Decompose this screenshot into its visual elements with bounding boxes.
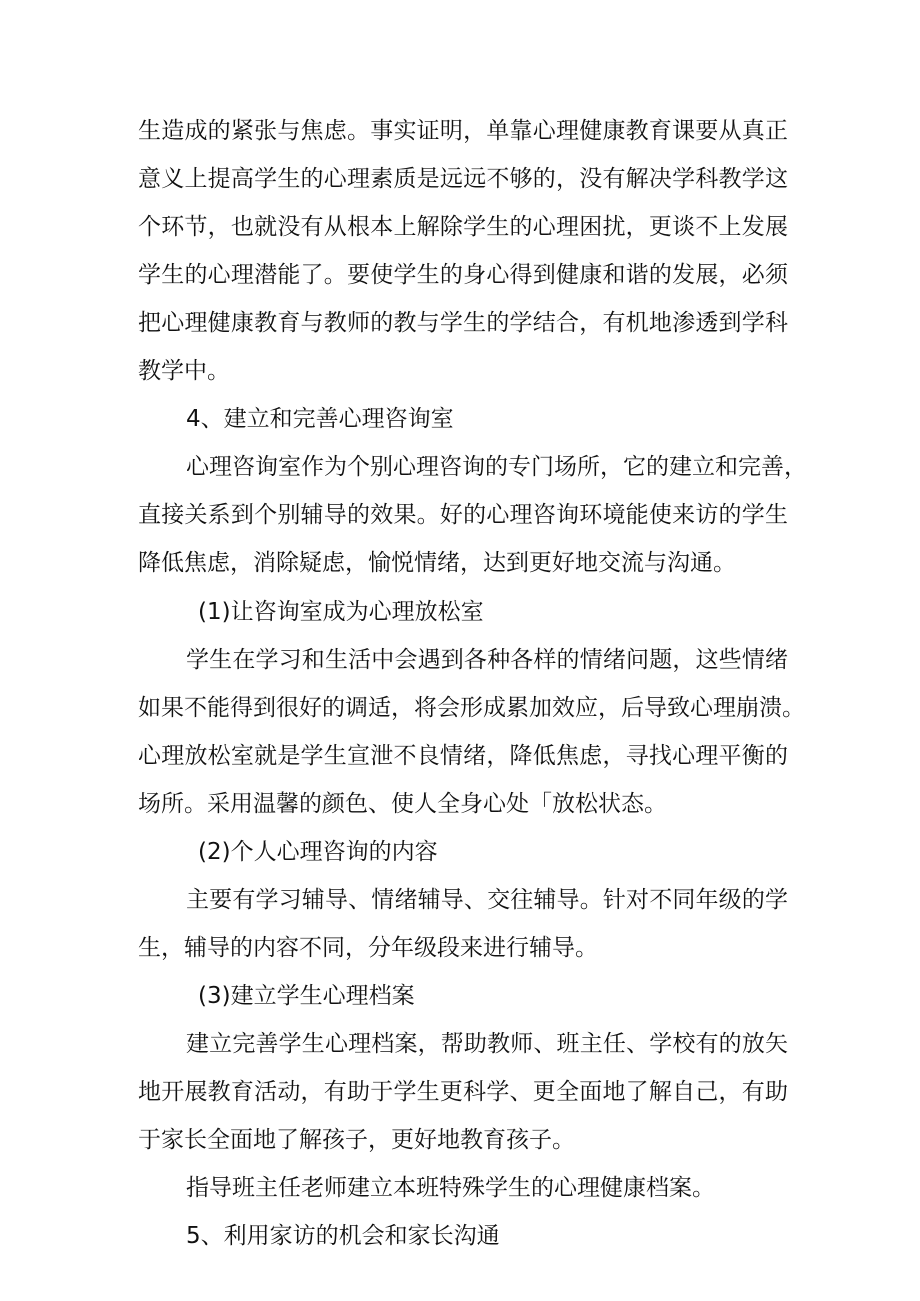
paragraph-line-12: 心理放松室就是学生宣泄不良情绪，降低焦虑，寻找心理平衡的 bbox=[138, 743, 788, 769]
paragraph-line-10: 学生在学习和生活中会遇到各种各样的情绪问题，这些情绪 bbox=[186, 647, 788, 673]
paragraph-line-1: 生造成的紧张与焦虑。事实证明，单靠心理健康教育课要从真正 bbox=[138, 118, 788, 144]
paragraph-line-5: 把心理健康教育与教师的教与学生的学结合，有机地渗透到学科 bbox=[138, 310, 788, 336]
section-heading-4: 4、建立和完善心理咨询室 bbox=[186, 406, 454, 432]
paragraph-line-14: 主要有学习辅导、情绪辅导、交往辅导。针对不同年级的学 bbox=[186, 887, 788, 913]
section-heading-5: 5、利用家访的机会和家长沟通 bbox=[186, 1223, 500, 1249]
paragraph-line-11: 如果不能得到很好的调适，将会形成累加效应，后导致心理崩溃。 bbox=[138, 695, 805, 721]
paragraph-line-4: 学生的心理潜能了。要使学生的身心得到健康和谐的发展，必须 bbox=[138, 262, 788, 288]
paragraph-line-7: 心理咨询室作为个别心理咨询的专门场所，它的建立和完善， bbox=[186, 454, 807, 480]
paragraph-line-6: 教学中。 bbox=[138, 358, 230, 384]
paragraph-line-2: 意义上提高学生的心理素质是远远不够的，没有解决学科教学这 bbox=[138, 166, 788, 192]
subheading-1: (1)让咨询室成为心理放松室 bbox=[198, 599, 484, 625]
subheading-3: (3)建立学生心理档案 bbox=[198, 983, 415, 1009]
paragraph-line-15: 生，辅导的内容不同，分年级段来进行辅导。 bbox=[138, 935, 598, 961]
paragraph-line-19: 指导班主任老师建立本班特殊学生的心理健康档案。 bbox=[186, 1175, 715, 1201]
paragraph-line-3: 个环节，也就没有从根本上解除学生的心理困扰，更谈不上发展 bbox=[138, 214, 788, 240]
paragraph-line-9: 降低焦虑，消除疑虑，愉悦情绪，达到更好地交流与沟通。 bbox=[138, 550, 736, 576]
paragraph-line-17: 地开展教育活动，有助于学生更科学、更全面地了解自己，有助 bbox=[138, 1079, 788, 1105]
paragraph-line-8: 直接关系到个别辅导的效果。好的心理咨询环境能使来访的学生 bbox=[138, 502, 788, 528]
paragraph-line-16: 建立完善学生心理档案，帮助教师、班主任、学校有的放矢 bbox=[186, 1031, 788, 1057]
paragraph-line-13: 场所。采用温馨的颜色、使人全身心处「放松状态。 bbox=[138, 791, 667, 817]
paragraph-line-18: 于家长全面地了解孩子，更好地教育孩子。 bbox=[138, 1127, 575, 1153]
subheading-2: (2)个人心理咨询的内容 bbox=[198, 839, 438, 865]
